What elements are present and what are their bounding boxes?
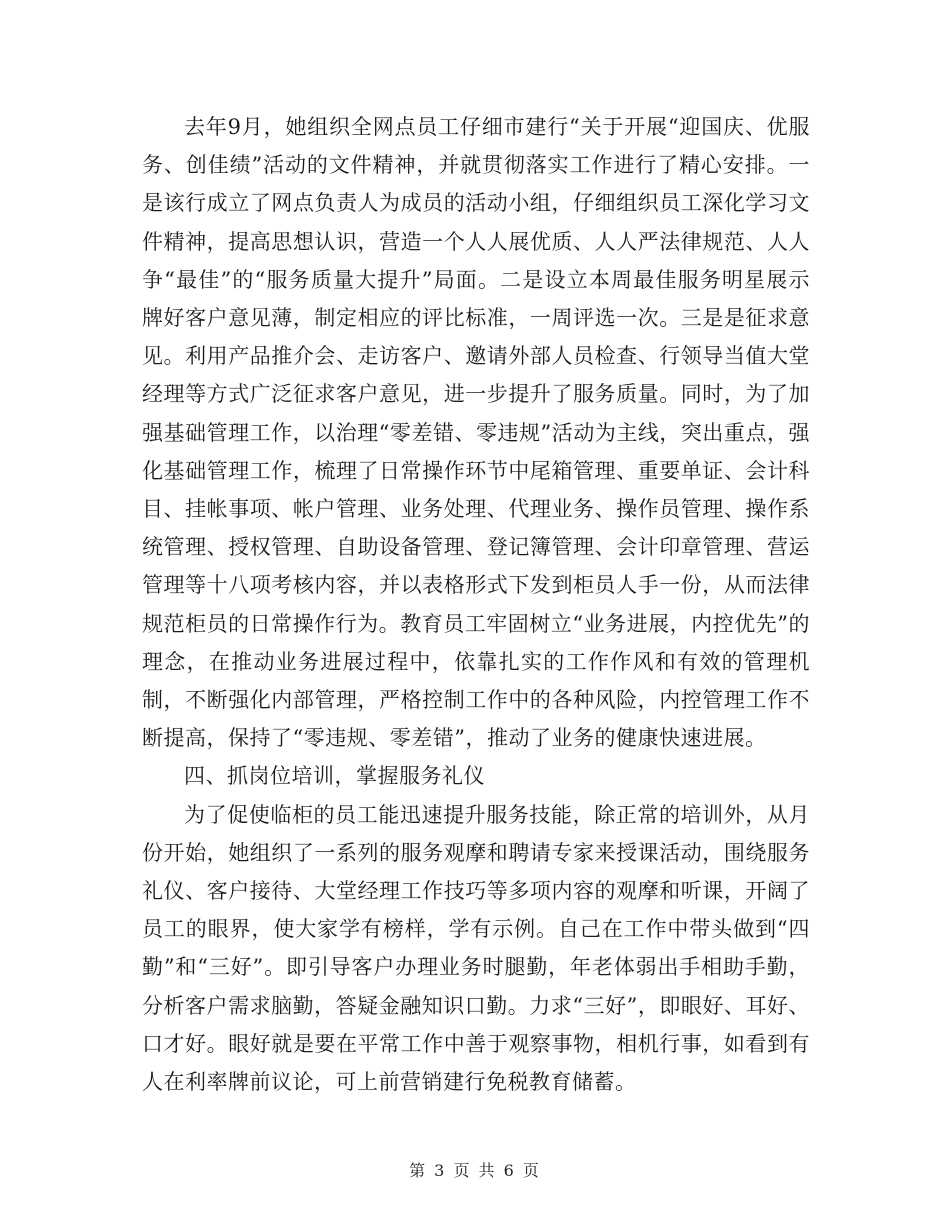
section-heading: 四、抓岗位培训，掌握服务礼仪 (184, 764, 485, 789)
document-body (142, 108, 810, 1101)
page-footer: 第 3 页 共 6 页 (409, 1161, 541, 1180)
paragraph-training: 为了促使临柜的员工能迅速提升服务技能，除正常的培训外，从月份开始，她组织了一系列的服务观摩和聘请专家来授课活动，围绕服务礼仪、客户接待、大堂经理工作技巧等多项内容的观摩和听课，开阔了员工的眼界，使大家学有榜样，学有示例。自己在工作中带头做到“四勤”和“三好”。即引导客户办理业务时腿勤，年老体弱出手相助手勤，分析客户需求脑勤，答疑金融知识口勤。力求“三好”，即眼好、耳好、口才好。眼好就是要在平常工作中善于观察事物，相机行事，如看到有人在利率牌前议论，可上前营销建行免税教育储蓄。 (142, 802, 810, 1095)
paragraph-activity-summary: 去年9月，她组织全网点员工仔细市建行“关于开展“迎国庆、优服务、创佳绩”活动的文件精神，并就贯彻落实工作进行了精心安排。一是该行成立了网点负责人为成员的活动小组，仔细组织员工深化学习文件精神，提高思想认识，营造一个人人展优质、人人严法律规范、人人争“最佳”的“服务质量大提升”局面。二是设立本周最佳服务明星展示牌好客户意见薄，制定相应的评比标准，一周评选一次。三是是征求意见。利用产品推介会、走访客户、邀请外部人员检查、行领导当值大堂经理等方式广泛征求客户意见，进一步提升了服务质量。同时，为了加强基础管理工作，以治理“零差错、零违规”活动为主线，突出重点，强化基础管理工作，梳理了日常操作环节中尾箱管理、重要单证、会计科目、挂帐事项、帐户管理、业务处理、代理业务、操作员管理、操作系统管理、授权管理、自助设备管理、登记簿管理、会计印章管理、营运管理等十八项考核内容，并以表格形式下发到柜员人手一份，从而法律规范柜员的日常操作行为。教育员工牢固树立“业务进展，内控优先”的理念，在推动业务进展过程中，依靠扎实的工作作风和有效的管理机制，不断强化内部管理，严格控制工作中的各种风险，内控管理工作不断提高，保持了“零违规、零差错”，推动了业务的健康快速进展。 (142, 115, 810, 751)
